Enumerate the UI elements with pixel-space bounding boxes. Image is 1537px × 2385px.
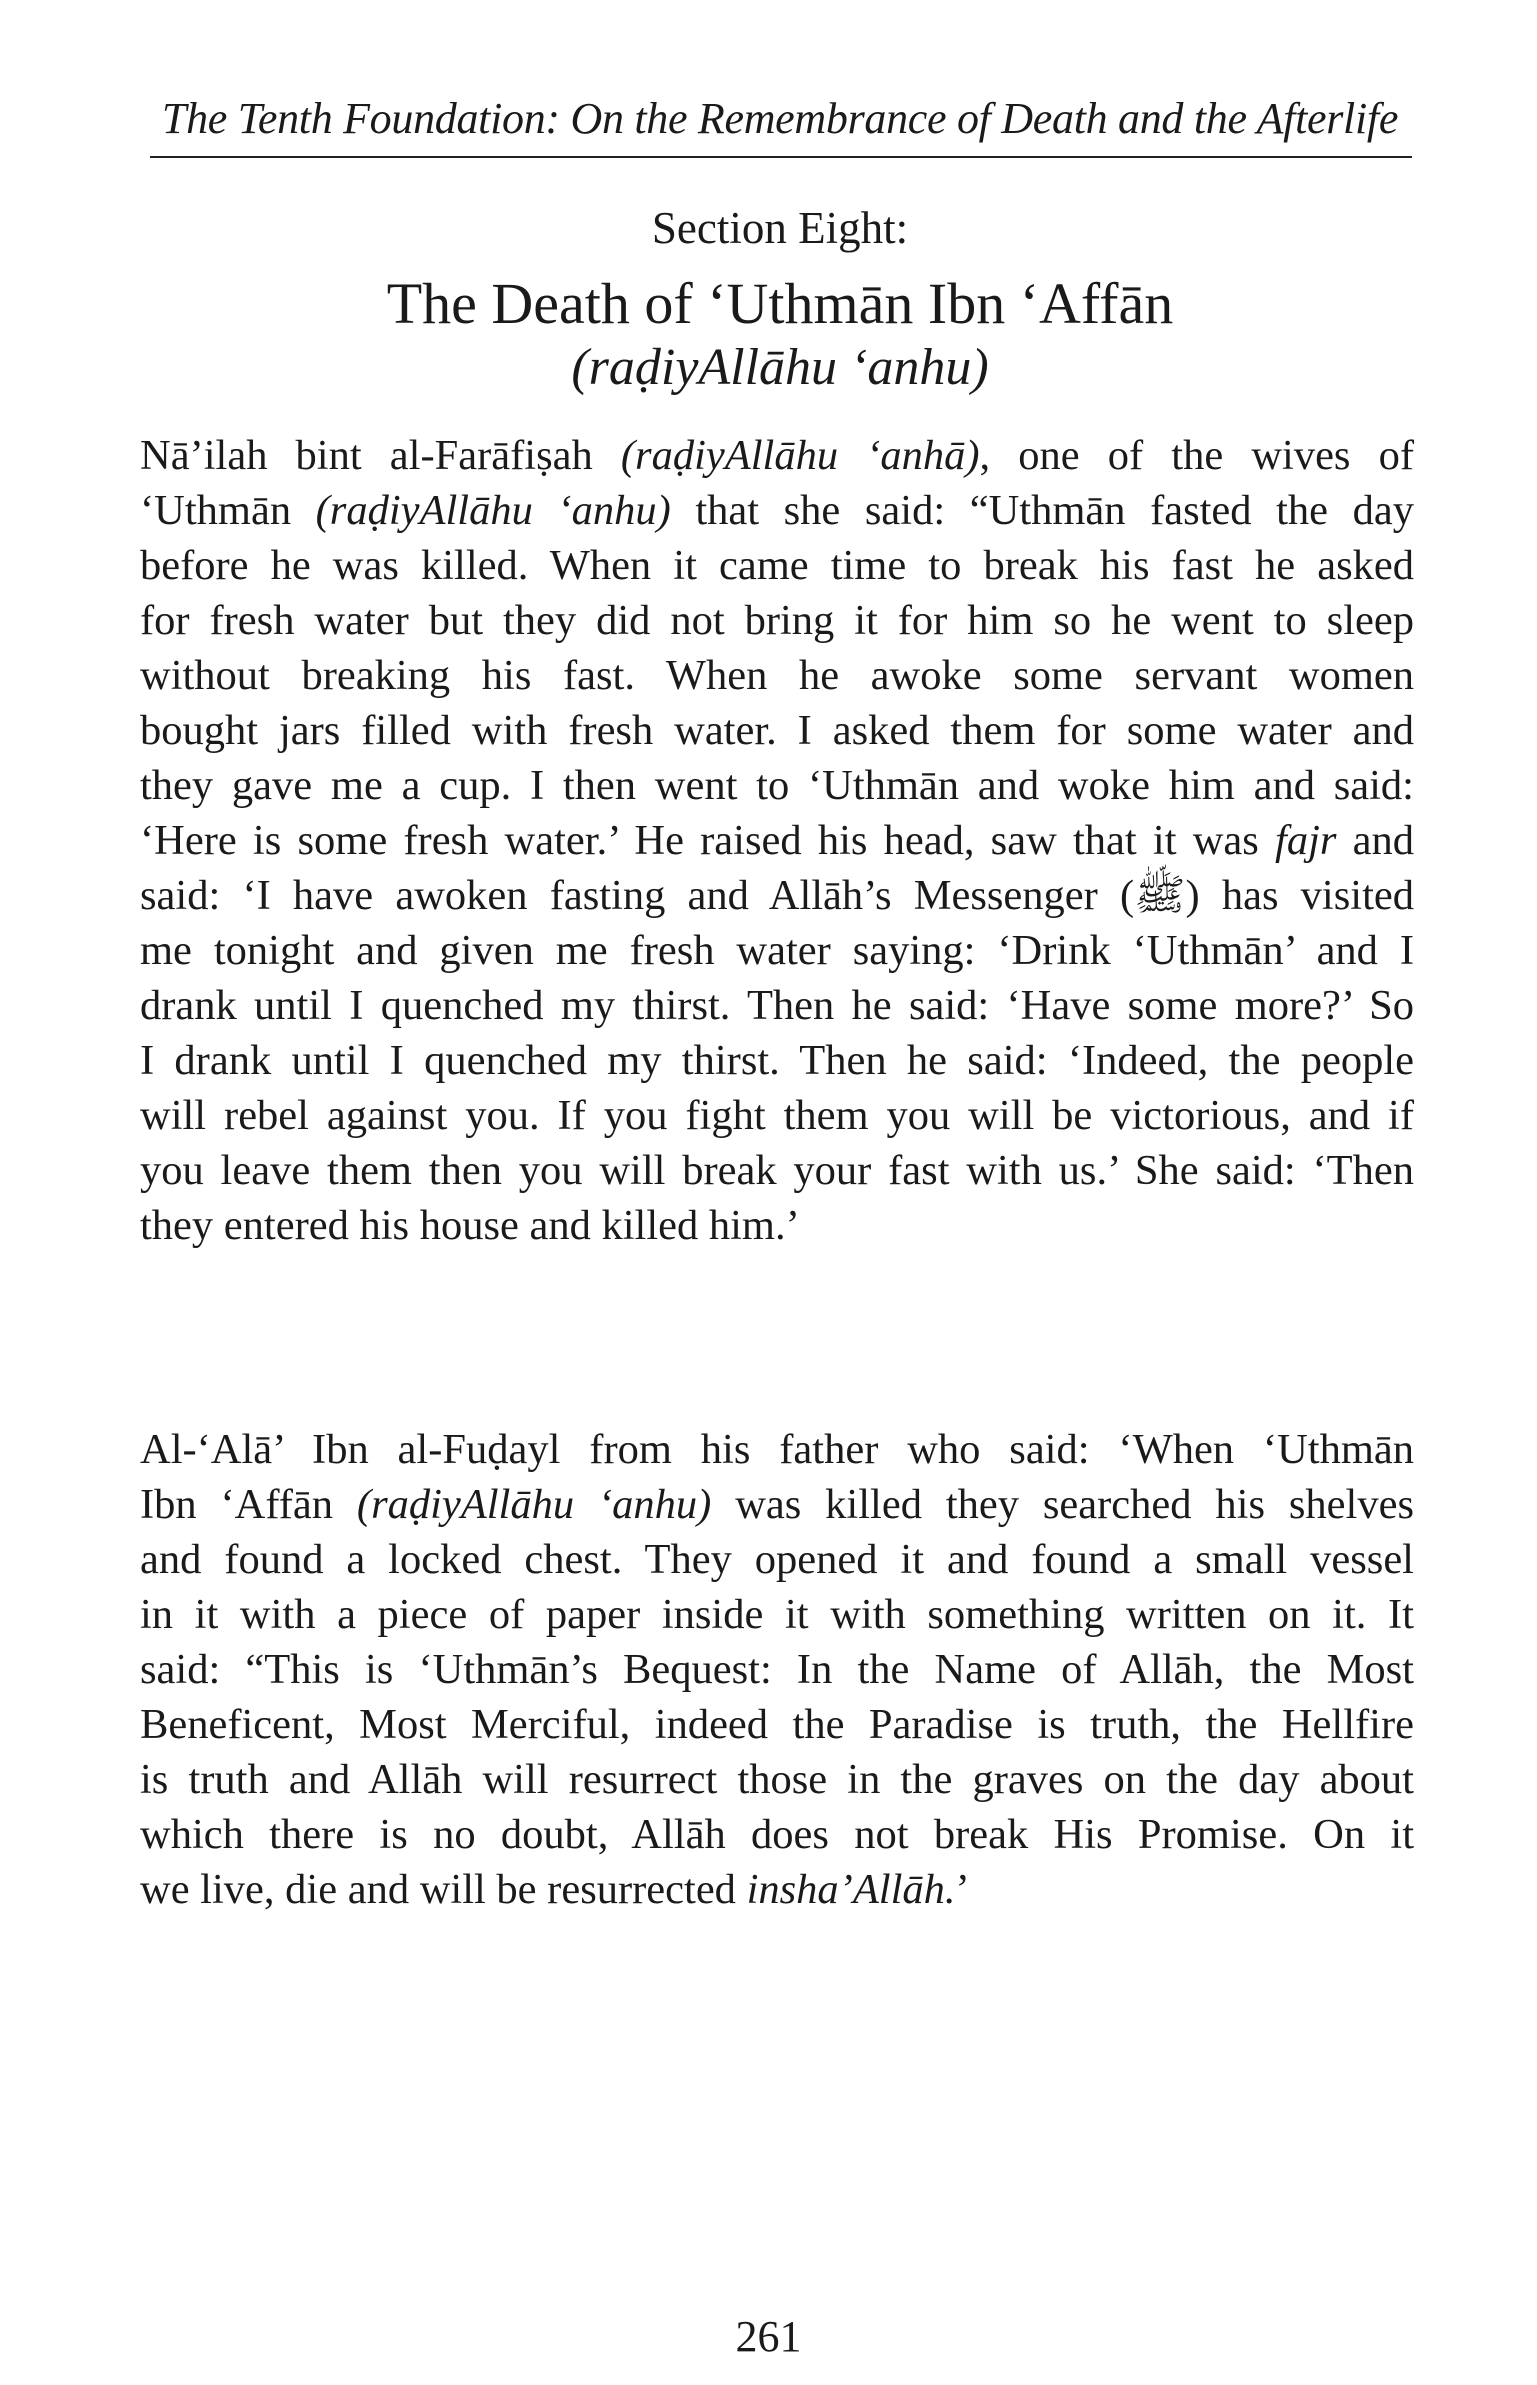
- text-line: for fresh water but they did not bring it for him so he went to sleep: [140, 597, 1414, 644]
- text-line: ‘Uthmān (raḍiyAllāhu ‘anhu) that she said: “Uthmān fasted the day: [140, 487, 1414, 534]
- header-divider: [150, 156, 1412, 158]
- text-line: drank until I quenched my thirst. Then he said: ‘Have some more?’ So: [140, 982, 1414, 1029]
- text-line: will rebel against you. If you fight them you will be victorious, and if: [140, 1092, 1414, 1139]
- text-line: Nā’ilah bint al-Farāfiṣah (raḍiyAllāhu ‘anhā), one of the wives of: [140, 432, 1415, 479]
- text-line: I drank until I quenched my thirst. Then he said: ‘Indeed, the people: [140, 1037, 1414, 1084]
- text-line: said: ‘I have awoken fasting and Allāh’s Messenger (ﷺ) has visited: [140, 872, 1414, 919]
- text-line: we live, die and will be resurrected insha’Allāh.’: [140, 1866, 970, 1913]
- text-line: they gave me a cup. I then went to ‘Uthmān and woke him and said:: [140, 762, 1414, 809]
- section-label: Section Eight:: [651, 203, 909, 253]
- paragraph-bequest-narration: [140, 1422, 1414, 1917]
- text-line: and found a locked chest. They opened it and found a small vessel: [140, 1536, 1414, 1583]
- text-line: before he was killed. When it came time to break his fast he asked: [140, 542, 1414, 589]
- text-line: Ibn ‘Affān (raḍiyAllāhu ‘anhu) was killed they searched his shelves: [140, 1481, 1415, 1528]
- text-line: without breaking his fast. When he awoke some servant women: [140, 652, 1414, 699]
- page-number: 261: [735, 2312, 802, 2361]
- running-header: The Tenth Foundation: On the Remembrance of Death and the Afterlife: [161, 94, 1399, 143]
- text-line: Al-‘Alā’ Ibn al-Fuḍayl from his father who said: ‘When ‘Uthmān: [140, 1426, 1414, 1473]
- text-line: which there is no doubt, Allāh does not break His Promise. On it: [140, 1811, 1414, 1858]
- text-line: they entered his house and killed him.’: [140, 1202, 800, 1249]
- text-line: in it with a piece of paper inside it with something written on it. It: [140, 1591, 1414, 1638]
- text-line: me tonight and given me fresh water saying: ‘Drink ‘Uthmān’ and I: [140, 927, 1414, 974]
- section-title: The Death of ‘Uthmān Ibn ‘Affān: [386, 271, 1174, 336]
- paragraph-naila-narration: [140, 428, 1414, 1253]
- section-title-honorific: (raḍiyAllāhu ‘anhu): [571, 339, 989, 396]
- text-line: said: “This is ‘Uthmān’s Bequest: In the Name of Allāh, the Most: [140, 1646, 1414, 1693]
- text-line: bought jars filled with fresh water. I asked them for some water and: [140, 707, 1414, 754]
- text-line: you leave them then you will break your fast with us.’ She said: ‘Then: [140, 1147, 1414, 1194]
- text-line: ‘Here is some fresh water.’ He raised his head, saw that it was fajr and: [140, 817, 1414, 864]
- text-line: is truth and Allāh will resurrect those in the graves on the day about: [140, 1756, 1414, 1803]
- text-line: Beneficent, Most Merciful, indeed the Paradise is truth, the Hellfire: [140, 1701, 1414, 1748]
